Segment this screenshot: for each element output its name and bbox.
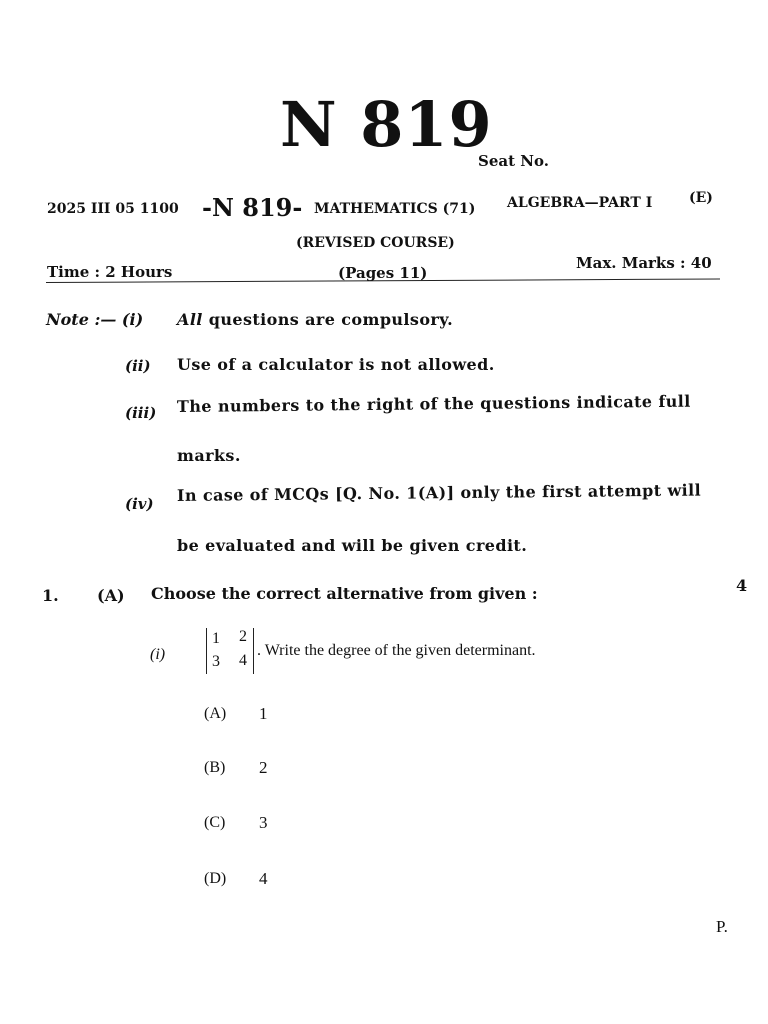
note-3-text: The numbers to the right of the questions indicate full [176, 391, 691, 416]
question-number: 1. [42, 586, 59, 605]
subquestion-number: (i) [150, 646, 166, 663]
paper-code-title: N 819 [280, 88, 493, 161]
course-label: (REVISED COURSE) [296, 235, 455, 251]
option-b-label: (B) [204, 759, 226, 776]
matrix-cell: 2 [239, 628, 247, 645]
question-part: (A) [97, 586, 125, 605]
subquestion-text: . Write the degree of the given determinant. [257, 642, 536, 659]
matrix-cell: 4 [239, 652, 247, 669]
page-turn-marker: P. [716, 917, 728, 936]
note-4-num: (iv) [125, 495, 154, 513]
note-2-text: Use of a calculator is not allowed. [177, 355, 495, 374]
option-c-label: (C) [204, 814, 226, 831]
determinant-matrix [206, 628, 254, 674]
part-name: ALGEBRA—PART I [507, 195, 653, 211]
note-3-text-cont: marks. [177, 446, 241, 465]
paper-code-inline: -N 819- [202, 193, 303, 222]
seat-number-label: Seat No. [478, 152, 549, 170]
note-3-num: (iii) [125, 404, 157, 422]
note-4-text: In case of MCQs [Q. No. 1(A)] only the first attempt will [176, 480, 702, 505]
option-d-label: (D) [204, 870, 227, 887]
option-b-value: 2 [259, 758, 268, 777]
option-a-value: 1 [259, 704, 268, 723]
time-label: Time : 2 Hours [47, 263, 173, 281]
note-2-num: (ii) [125, 357, 151, 375]
question-marks: 4 [736, 576, 748, 595]
question-instruction: Choose the correct alternative from given : [151, 584, 538, 603]
matrix-cell: 1 [212, 630, 220, 647]
language-code: (E) [689, 190, 713, 206]
note-4-text-cont: be evaluated and will be given credit. [177, 536, 528, 555]
exam-id: 2025 III 05 1100 [47, 201, 179, 217]
subject-name: MATHEMATICS (71) [314, 201, 476, 217]
option-d-value: 4 [259, 869, 268, 888]
note-label: Note :— (i) [46, 310, 144, 329]
note-1-text: All questions are compulsory. [177, 310, 454, 329]
option-c-value: 3 [259, 813, 268, 832]
option-a-label: (A) [204, 705, 227, 722]
max-marks-label: Max. Marks : 40 [576, 254, 712, 272]
pages-label: (Pages 11) [338, 264, 428, 282]
matrix-cell: 3 [212, 653, 220, 670]
